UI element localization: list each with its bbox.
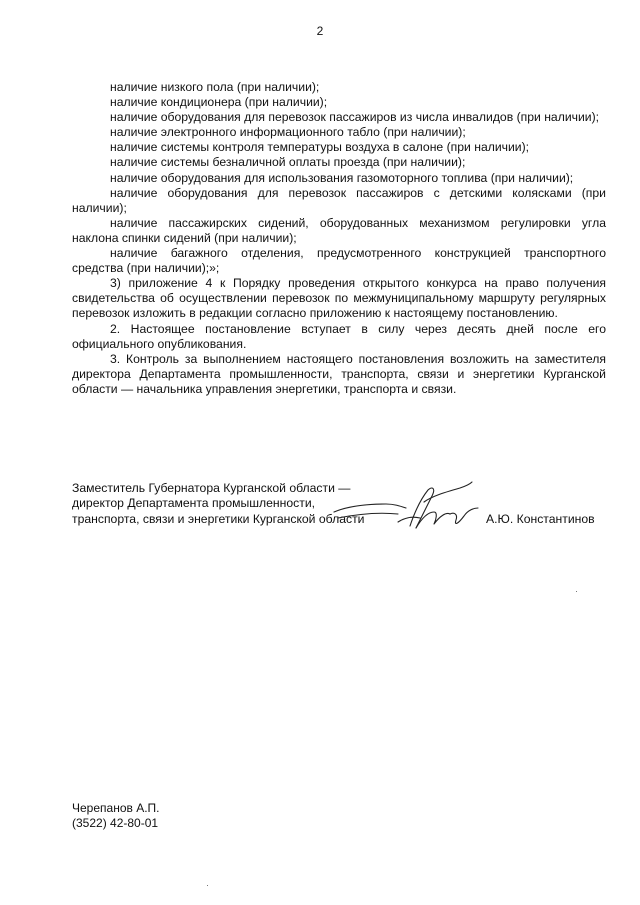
paragraph: наличие оборудования для перевозок пассажиров с детскими колясками (при наличии); (72, 185, 606, 215)
executor-footer (72, 801, 160, 832)
signer-name: А.Ю. Константинов (486, 512, 595, 526)
executor-phone: (3522) 42-80-01 (72, 816, 159, 831)
scan-speck (207, 885, 208, 886)
paragraph: наличие пассажирских сидений, оборудованных механизмом регулировки угла наклона спинки сидений (при наличии); (72, 215, 606, 245)
signatory-title-line: Заместитель Губернатора Курганской области — (72, 481, 351, 495)
paragraph: наличие низкого пола (при наличии); (110, 80, 320, 94)
document-body (72, 80, 606, 397)
paragraph: наличие электронного информационного табло (при наличии); (110, 125, 466, 140)
executor-name: Черепанов А.П. (72, 801, 160, 815)
page-number: 2 (316, 24, 324, 38)
paragraph: наличие багажного отделения, предусмотренного конструкцией транспортного средства (при наличии);»; (72, 246, 606, 276)
paragraph: наличие оборудования для перевозок пассажиров из числа инвалидов (при наличии); (110, 110, 600, 125)
paragraph: наличие системы безналичной оплаты проезда (при наличии); (110, 155, 466, 170)
paragraph: наличие кондиционера (при наличии); (110, 95, 328, 110)
paragraph: наличие системы контроля температуры воздуха в салоне (при наличии); (110, 140, 530, 155)
scan-speck (576, 591, 577, 592)
paragraph: 2. Настоящее постановление вступает в силу через десять дней после его официального опубликования. (72, 321, 606, 351)
signatory-title-line: директор Департамента промышленности, (72, 496, 316, 511)
handwritten-signature (328, 478, 488, 538)
signatory-title-line: транспорта, связи и энергетики Курганской области (72, 511, 365, 526)
paragraph: 3. Контроль за выполнением настоящего постановления возложить на заместителя директора Департамента промышленности, транспорта, связи и энергетики Курганской области — начальника управления энергетики, транспорта и связи. (72, 351, 606, 396)
paragraph: 3) приложение 4 к Порядку проведения открытого конкурса на право получения свидетельства об осуществлении перевозок по межмуниципальному маршруту регулярных перевозок изложить в редакции согласно приложению к настоящему постановлению. (72, 276, 606, 321)
paragraph: наличие оборудования для использования газомоторного топлива (при наличии); (110, 170, 574, 185)
